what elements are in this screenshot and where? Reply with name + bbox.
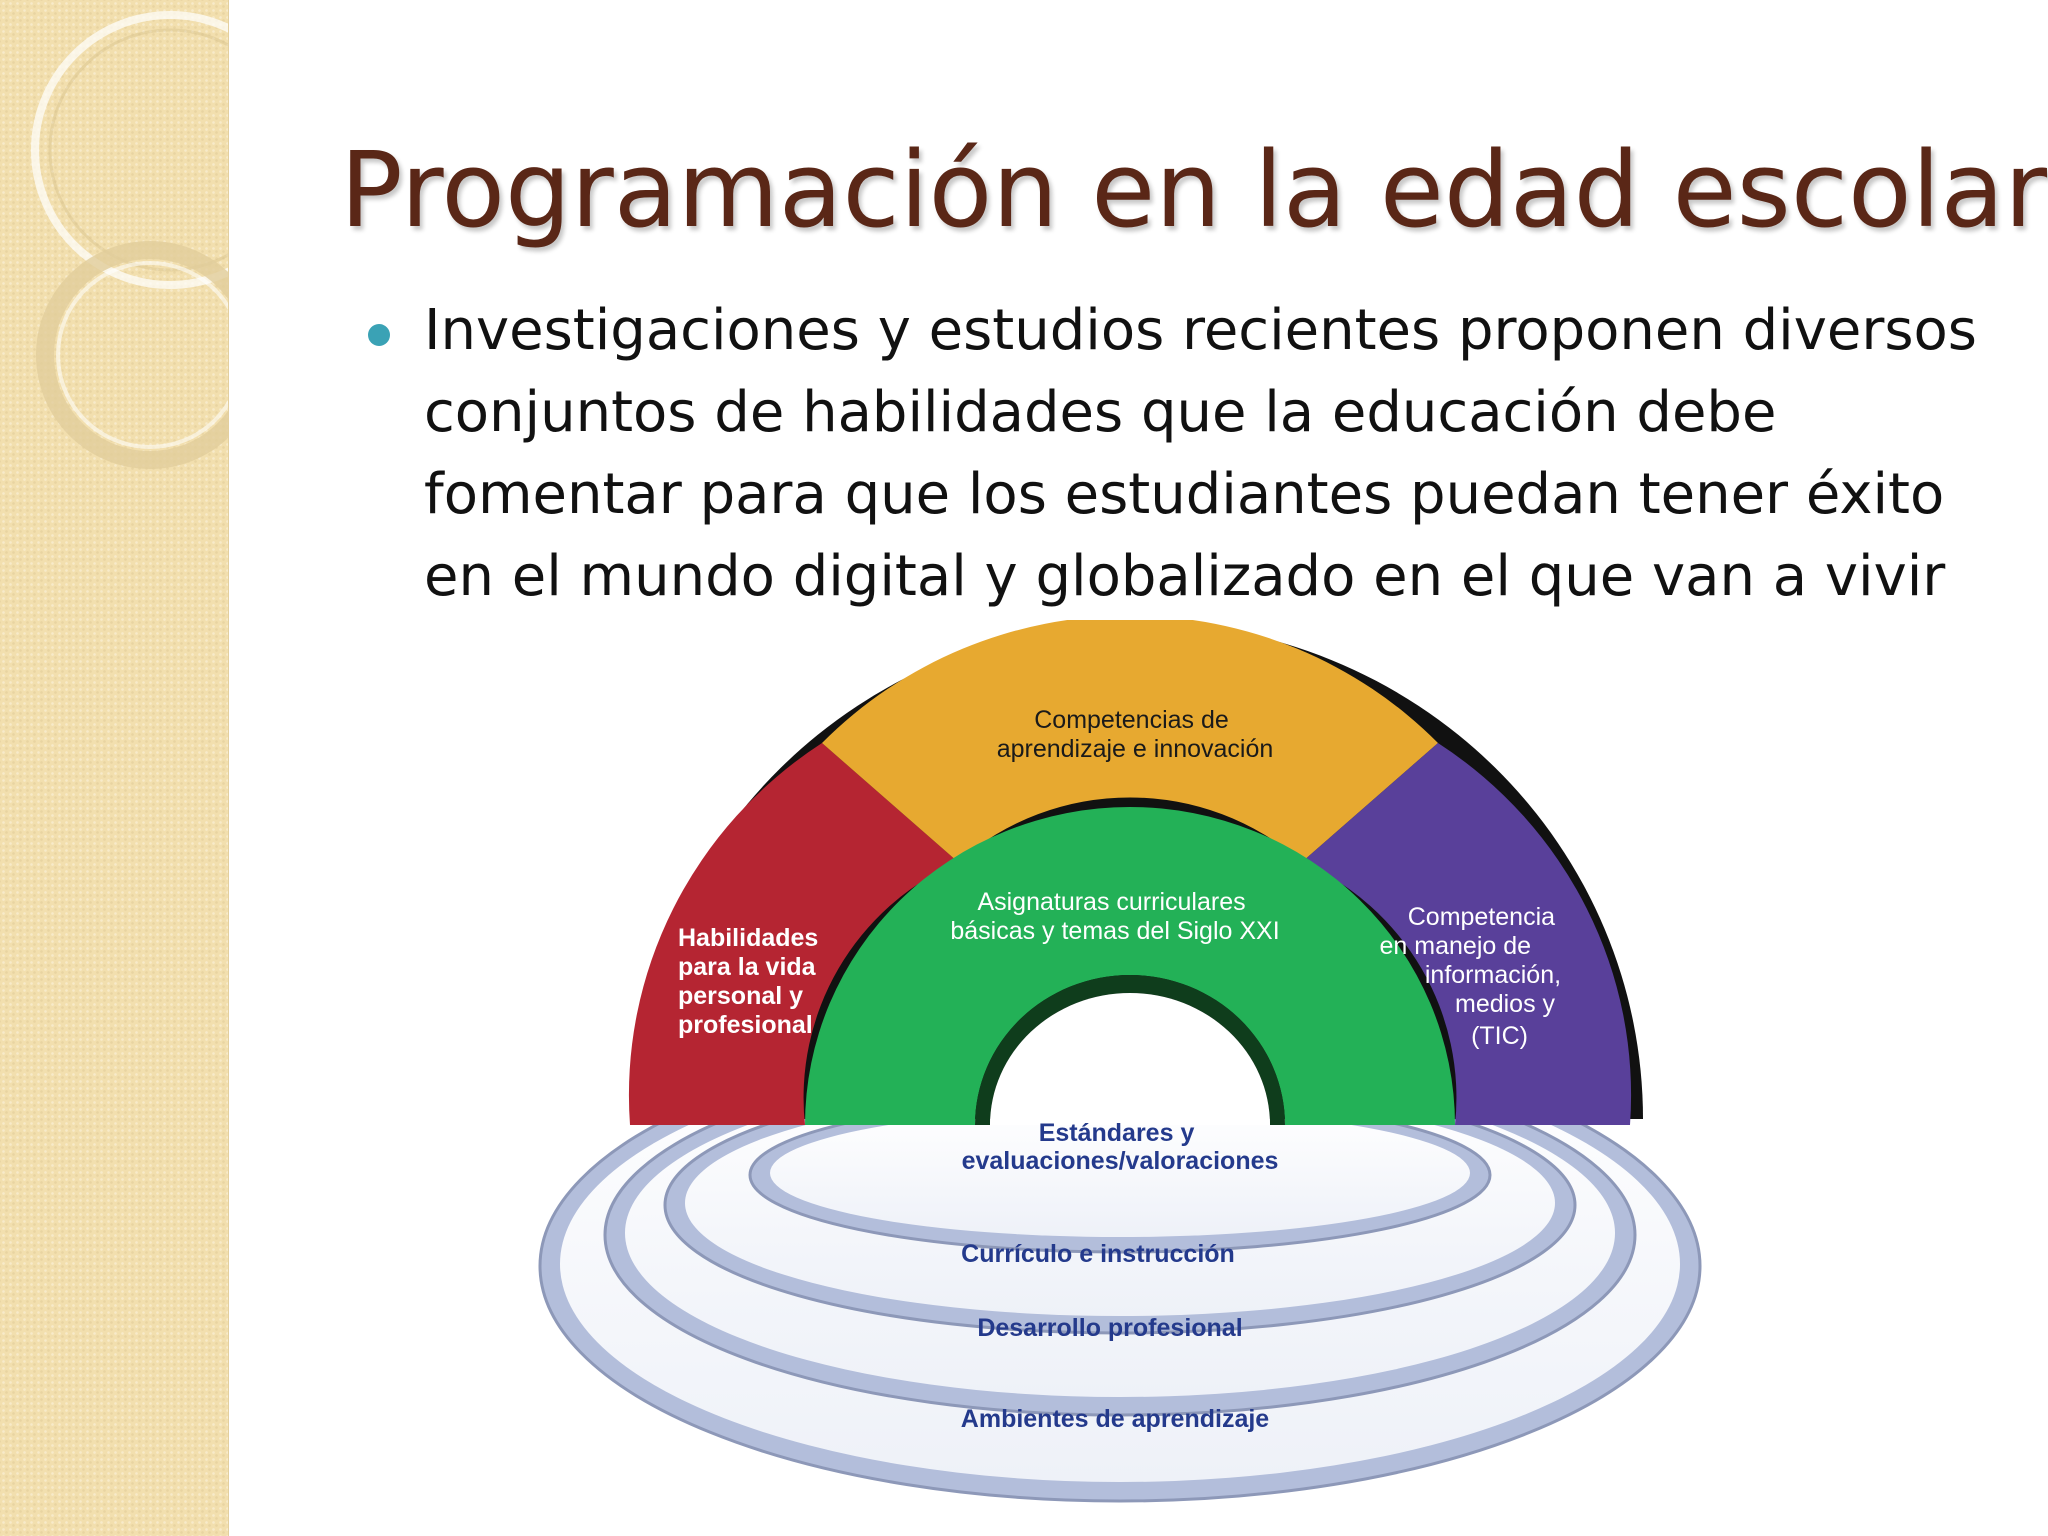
arch-label-top: Competencias de aprendizaje e innovación xyxy=(996,706,1274,763)
arch-label-inner: Asignaturas curriculares básicas y temas del Siglo XXI xyxy=(950,888,1280,945)
ring-label-standards: Estándares y evaluaciones/valoraciones xyxy=(961,1119,1279,1175)
bullet-text: Investigaciones y estudios recientes proponen diversos conjuntos de habilidades que la educación debe fomentar para que los estudiantes puedan tener éxito en el mundo digital y globalizado en el que van a vivir xyxy=(424,298,1977,609)
skills-framework-diagram xyxy=(430,620,1830,1520)
bullet-dot-icon xyxy=(368,324,390,346)
decorative-side-band xyxy=(0,0,229,1536)
slide-title: Programación en la edad escolar xyxy=(340,129,2048,251)
ring-label-learning-environments: Ambientes de aprendizaje xyxy=(960,1405,1270,1433)
arch-label-left: Habilidades para la vida personal y profesional xyxy=(678,924,819,1039)
arch-label-right: Competencia en manejo de información, medios y (TIC) xyxy=(1379,903,1562,1050)
ring-label-curriculum: Currículo e instrucción xyxy=(961,1240,1235,1268)
decorative-circles-icon xyxy=(0,0,228,1536)
ring-label-professional-development: Desarrollo profesional xyxy=(977,1314,1243,1342)
